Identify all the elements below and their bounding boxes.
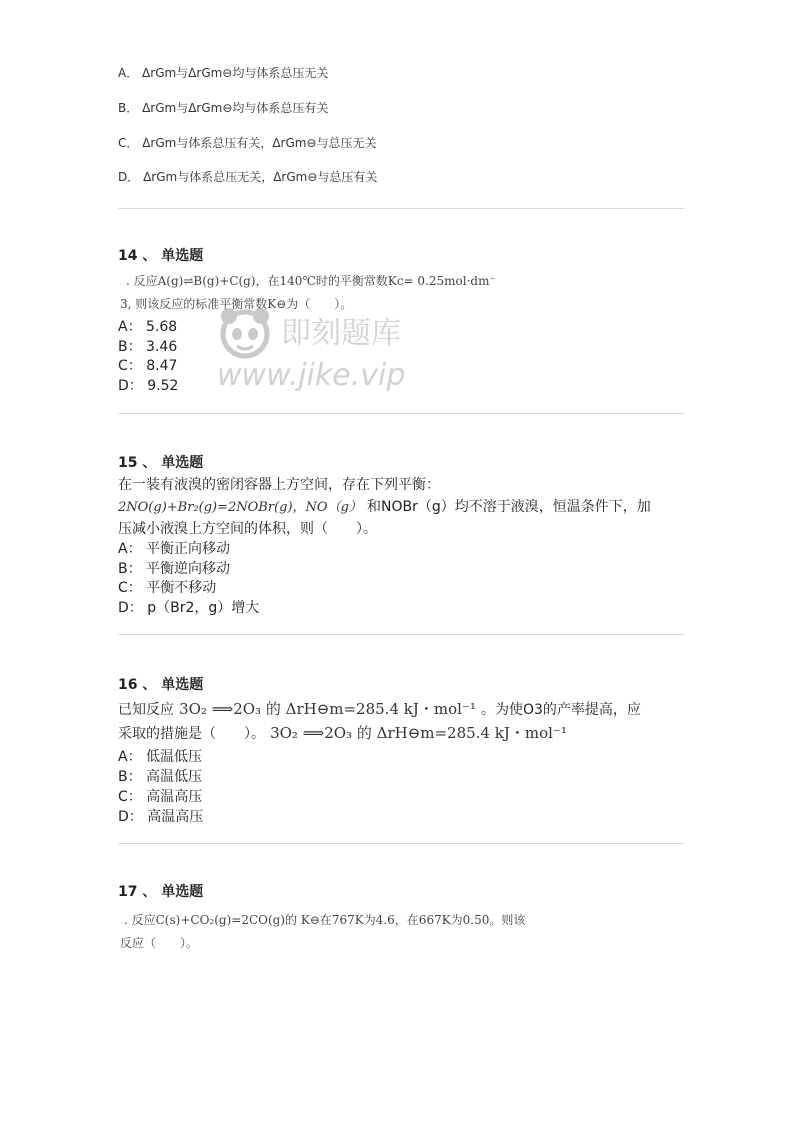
q15-option-b[interactable]: B： 平衡逆向移动: [118, 561, 231, 577]
q14-option-a[interactable]: A： 5.68: [118, 319, 178, 335]
q13-option-d[interactable]: [118, 168, 377, 185]
q16-line2: [118, 722, 567, 743]
q14-stem-line1: . 反应A(g)⇌B(g)+C(g)，在140℃时的平衡常数Kc= 0.25mol·dm⁻: [126, 274, 496, 288]
q16-option-c[interactable]: C： 高温高压: [118, 789, 203, 805]
q14-stem-line2: 3, 则该反应的标准平衡常数K⊖为（ ）。: [120, 297, 353, 311]
q13-option-a[interactable]: [118, 64, 328, 81]
q16-line2-prefix: 采取的措施是（ ）。: [118, 726, 265, 742]
q16-option-a[interactable]: A： 低温低压: [118, 749, 203, 765]
q15-option-d[interactable]: D： p（Br2，g）增大: [118, 600, 260, 616]
option-letter: B．: [118, 101, 139, 115]
q16-line1-suffix: 。为使O3的产率提高，应: [480, 702, 641, 718]
option-text: ΔrGm与ΔrGm⊖均与体系总压无关: [142, 66, 329, 80]
q16-line1-prefix: 已知反应: [118, 702, 174, 718]
q16-equation-repeat: 3O₂ ⟹2O₃ 的 ΔrH⊖m=285.4 kJ・mol⁻¹: [270, 724, 567, 742]
option-letter: D．: [118, 170, 140, 184]
divider: [118, 843, 684, 844]
option-letter: C．: [118, 136, 139, 150]
watermark-url: www.jike.vip: [217, 358, 406, 393]
q16-option-d[interactable]: D： 高温高压: [118, 809, 204, 825]
divider: [118, 413, 684, 414]
q14-option-b[interactable]: B： 3.46: [118, 339, 178, 355]
divider: [118, 634, 684, 635]
q15-title: 15 、 单选题: [118, 455, 204, 471]
q14-option-d[interactable]: D： 9.52: [118, 378, 179, 394]
q17-stem-line1: . 反应C(s)+CO₂(g)=2CO(g)的 K⊖在767K为4.6，在667K为0.50。则该: [124, 913, 526, 927]
q17-stem-line2: 反应（ ）。: [120, 936, 199, 950]
q14-option-c[interactable]: C： 8.47: [118, 358, 178, 374]
q15-option-a[interactable]: A： 平衡正向移动: [118, 541, 231, 557]
q15-line2: [118, 496, 651, 516]
q13-option-b[interactable]: [118, 99, 328, 116]
watermark-cn: 即刻题库: [281, 316, 401, 351]
q14-title: 14 、 单选题: [118, 248, 204, 264]
option-text: ΔrGm与体系总压有关，ΔrGm⊖与总压无关: [142, 136, 377, 150]
panda-logo-icon: [215, 302, 285, 364]
option-text: ΔrGm与ΔrGm⊖均与体系总压有关: [142, 101, 329, 115]
option-text: ΔrGm与体系总压无关，ΔrGm⊖与总压有关: [143, 170, 378, 184]
q15-option-c[interactable]: C： 平衡不移动: [118, 580, 217, 596]
q16-title: 16 、 单选题: [118, 677, 204, 693]
q13-option-c[interactable]: [118, 134, 377, 151]
q15-line3: 压减小液溴上方空间的体积，则（ ）。: [118, 521, 377, 537]
q17-title: 17 、 单选题: [118, 884, 204, 900]
q16-equation: 3O₂ ⟹2O₃ 的 ΔrH⊖m=285.4 kJ・mol⁻¹: [179, 700, 476, 718]
q15-equation: 2NO(g)+Br₂(g)=2NOBr(g)，NO（g）: [118, 500, 362, 515]
q16-line1: [118, 698, 641, 719]
q16-option-b[interactable]: B： 高温低压: [118, 769, 203, 785]
q15-line2-rest: 和NOBr（g）均不溶于液溴，恒温条件下，加: [366, 499, 651, 515]
q15-line1: 在一装有液溴的密闭容器上方空间，存在下列平衡：: [118, 477, 440, 493]
option-letter: A．: [118, 66, 139, 80]
divider: [118, 208, 684, 209]
